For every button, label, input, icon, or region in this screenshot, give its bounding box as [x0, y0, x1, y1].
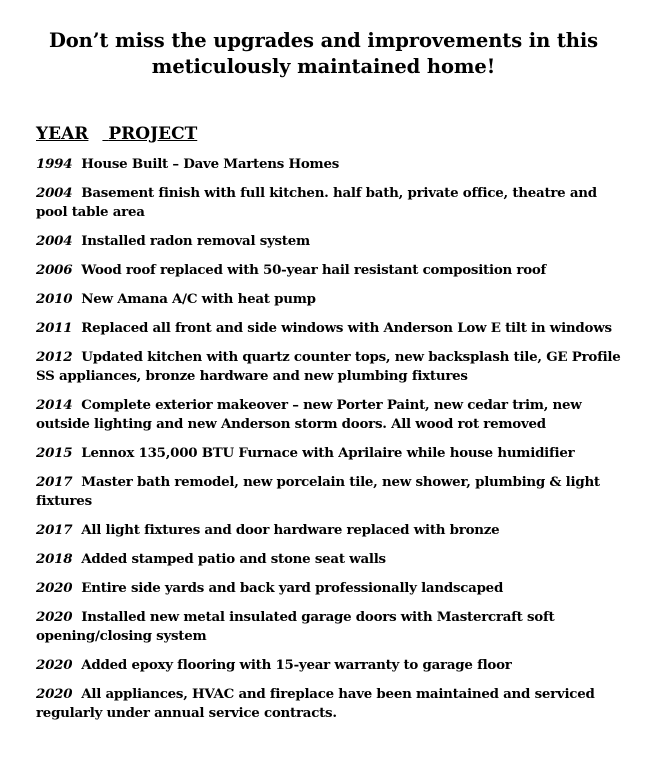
entry-project: Updated kitchen with quartz counter tops, new backsplash tile, GE Profile SS appliances, bronze hardware and new plumbing fixtures: [36, 349, 621, 384]
entry-project: Complete exterior makeover – new Porter Paint, new cedar trim, new outside lighting and new Anderson storm doors. All wood rot removed: [36, 397, 582, 432]
list-item: [36, 550, 626, 569]
title-line-2: meticulously maintained home!: [151, 55, 496, 78]
list-item: [36, 608, 626, 646]
list-item: [36, 579, 626, 598]
list-item: [36, 290, 626, 309]
entry-year: 2017: [36, 522, 73, 538]
entry-year: 2020: [36, 657, 73, 673]
entry-project: New Amana A/C with heat pump: [81, 291, 316, 307]
entry-year: 1994: [36, 156, 73, 172]
entry-year: 2010: [36, 291, 73, 307]
entry-year: 2020: [36, 686, 73, 702]
list-item: [36, 396, 626, 434]
list-item: [36, 473, 626, 511]
list-item: [36, 685, 626, 723]
page-title: [20, 28, 627, 80]
entry-project: All light fixtures and door hardware replaced with bronze: [81, 522, 500, 538]
header-year: YEAR: [36, 124, 89, 144]
entry-project: Lennox 135,000 BTU Furnace with Aprilaire while house humidifier: [81, 445, 575, 461]
entry-project: Replaced all front and side windows with Anderson Low E tilt in windows: [81, 320, 612, 336]
entry-year: 2020: [36, 580, 73, 596]
entry-year: 2018: [36, 551, 73, 567]
header-project: PROJECT: [108, 124, 198, 144]
entry-project: Added epoxy flooring with 15-year warranty to garage floor: [81, 657, 512, 673]
entry-year: 2014: [36, 397, 73, 413]
entry-project: Wood roof replaced with 50-year hail resistant composition roof: [81, 262, 547, 278]
entry-project: Added stamped patio and stone seat walls: [81, 551, 386, 567]
entry-project: Entire side yards and back yard professionally landscaped: [81, 580, 504, 596]
entry-year: 2011: [36, 320, 73, 336]
entry-project: House Built – Dave Martens Homes: [81, 156, 340, 172]
list-item: [36, 521, 626, 540]
entry-project: All appliances, HVAC and fireplace have been maintained and serviced regularly under annual service contracts.: [36, 686, 595, 721]
list-item: [36, 232, 626, 251]
list-item: [36, 348, 626, 386]
entry-year: 2012: [36, 349, 73, 365]
list-item: [36, 656, 626, 675]
table-header: [36, 124, 197, 144]
entry-year: 2004: [36, 185, 73, 201]
entry-year: 2020: [36, 609, 73, 625]
title-line-1: Don’t miss the upgrades and improvements in this: [48, 29, 599, 52]
entry-year: 2004: [36, 233, 73, 249]
entry-year: 2017: [36, 474, 73, 490]
entry-project: Master bath remodel, new porcelain tile, new shower, plumbing & light fixtures: [36, 474, 600, 509]
entry-year: 2015: [36, 445, 73, 461]
list-item: [36, 444, 626, 463]
list-item: [36, 261, 626, 280]
list-item: [36, 155, 626, 174]
list-item: [36, 319, 626, 338]
entry-project: Installed radon removal system: [81, 233, 310, 249]
entry-year: 2006: [36, 262, 73, 278]
entry-project: Basement finish with full kitchen. half bath, private office, theatre and pool table area: [36, 185, 597, 220]
project-list: [36, 155, 626, 733]
list-item: [36, 184, 626, 222]
entry-project: Installed new metal insulated garage doors with Mastercraft soft opening/closing system: [36, 609, 555, 644]
